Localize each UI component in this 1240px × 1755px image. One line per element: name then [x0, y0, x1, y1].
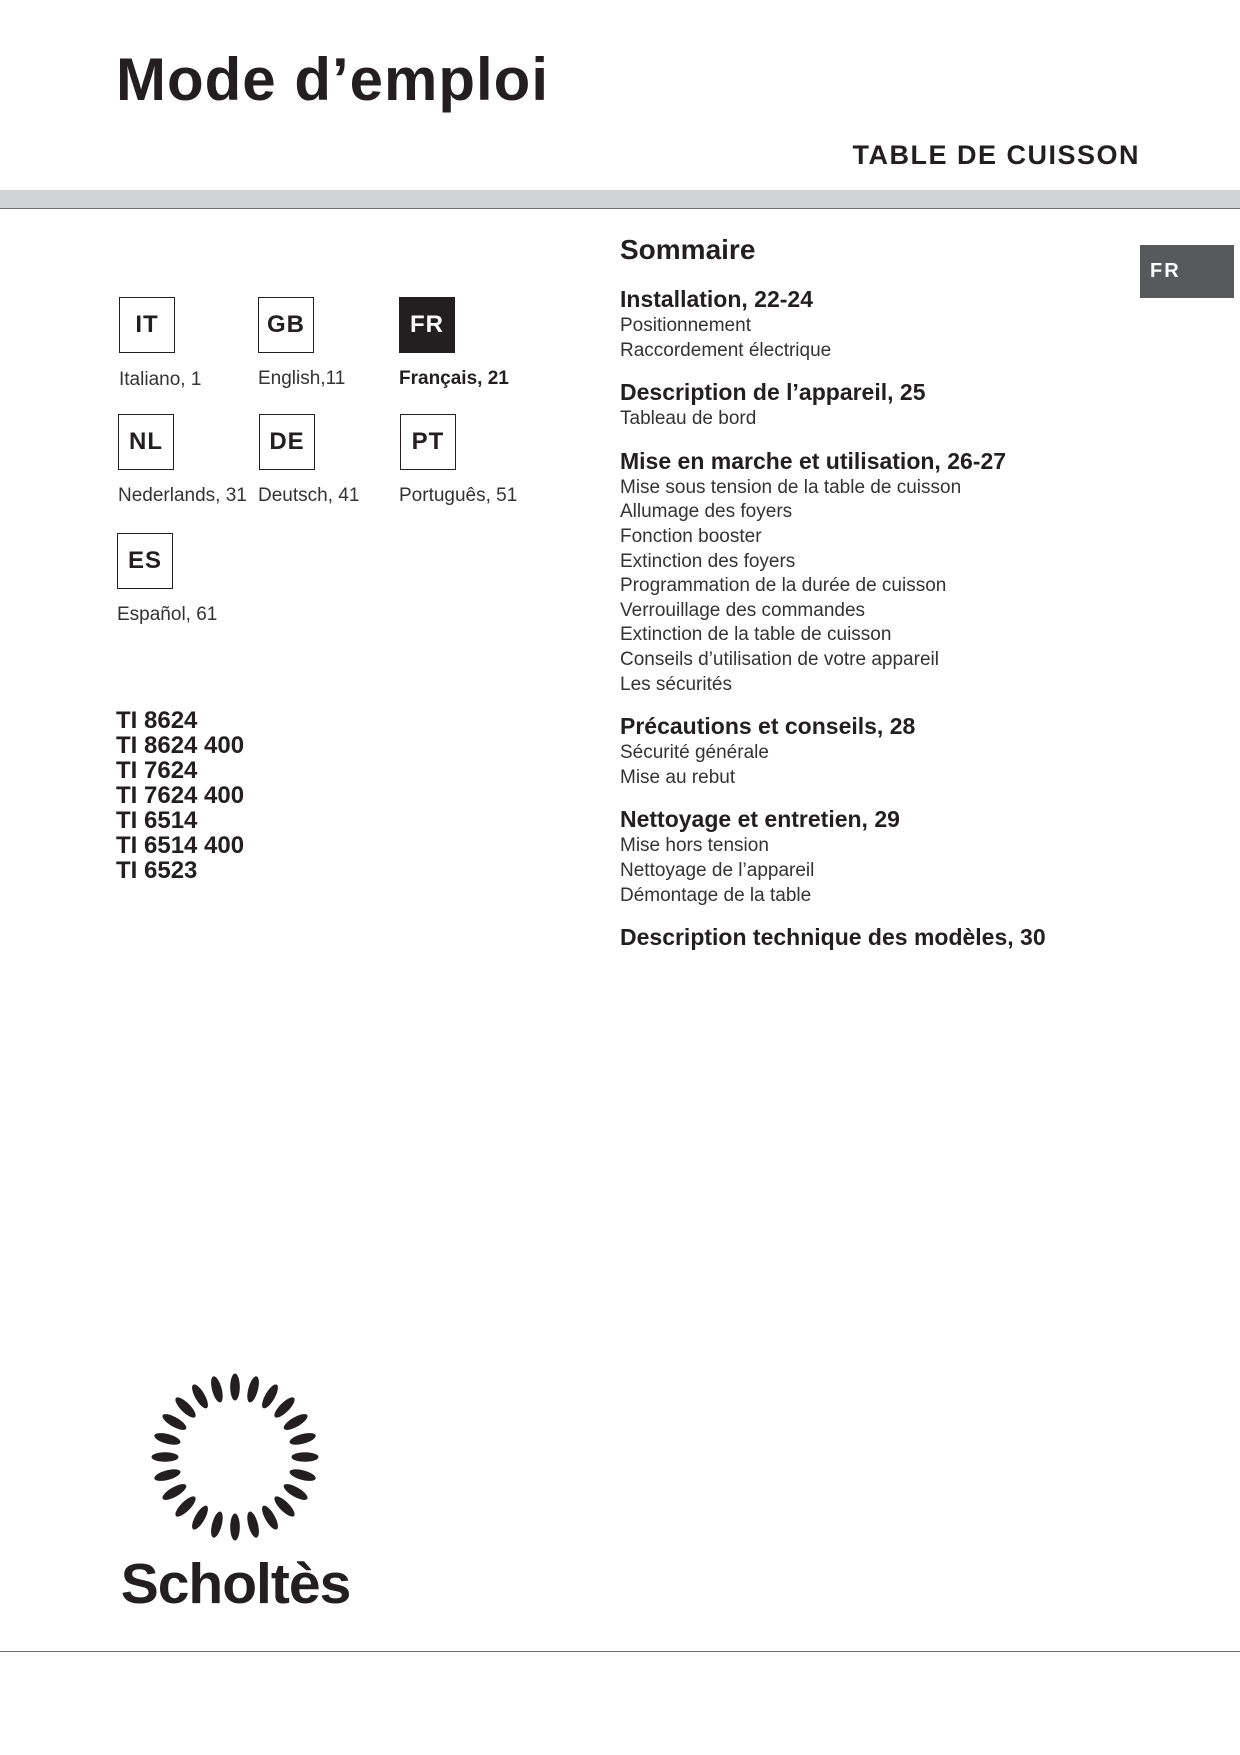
lang-label-fr: Français, 21	[399, 368, 509, 389]
lang-label-it: Italiano, 1	[119, 369, 202, 390]
toc-heading[interactable]: Description de l’appareil, 25	[620, 379, 926, 406]
toc-item[interactable]: Sécurité générale	[620, 742, 769, 764]
toc-section-precautions	[620, 711, 1120, 790]
toc-item[interactable]: Mise hors tension	[620, 835, 769, 857]
lang-label-pt: Português, 51	[399, 485, 518, 506]
toc-item[interactable]: Programmation de la durée de cuisson	[620, 575, 947, 597]
toc-item[interactable]: Raccordement électrique	[620, 339, 832, 361]
page-title: Mode d’emploi	[116, 46, 549, 113]
lang-label-de: Deutsch, 41	[258, 485, 360, 506]
model-item: TI 7624	[116, 757, 198, 784]
toc-heading[interactable]: Installation, 22-24	[620, 286, 814, 312]
product-category: TABLE DE CUISSON	[852, 140, 1140, 170]
lang-label-es: Español, 61	[117, 604, 218, 625]
model-item: TI 6523	[116, 857, 198, 884]
toc-item[interactable]: Allumage des foyers	[620, 501, 793, 523]
lang-box-it[interactable]: IT	[119, 297, 175, 353]
model-item: TI 8624	[116, 707, 198, 734]
model-item: TI 8624 400	[116, 732, 245, 759]
toc-item[interactable]: Conseils d’utilisation de votre appareil	[620, 648, 939, 670]
lang-box-fr[interactable]: FR	[399, 297, 455, 353]
toc-item[interactable]: Positionnement	[620, 315, 751, 336]
model-list	[116, 708, 244, 883]
toc-title: Sommaire	[620, 234, 756, 265]
toc-section-nettoyage	[620, 804, 1120, 908]
model-item: TI 7624 400	[116, 782, 245, 809]
toc-item[interactable]: Mise sous tension de la table de cuisson	[620, 476, 962, 498]
toc-section-utilisation	[620, 446, 1120, 697]
toc-section-description	[620, 377, 1120, 432]
table-of-contents	[620, 230, 1120, 966]
model-item: TI 6514 400	[116, 832, 245, 859]
toc-heading[interactable]: Description technique des modèles, 30	[620, 924, 1046, 951]
brand-wordmark: Scholtès	[120, 1552, 351, 1616]
lang-label-nl: Nederlands, 31	[118, 485, 247, 506]
toc-item[interactable]: Extinction de la table de cuisson	[620, 624, 892, 646]
toc-heading[interactable]: Nettoyage et entretien, 29	[620, 806, 900, 833]
header-divider-band	[0, 190, 1240, 209]
model-item: TI 6514	[116, 807, 198, 834]
language-side-tab: FR	[1140, 245, 1234, 298]
toc-heading[interactable]: Mise en marche et utilisation, 26-27	[620, 447, 1007, 474]
footer-divider	[0, 1651, 1240, 1652]
lang-box-pt[interactable]: PT	[400, 414, 456, 470]
lang-label-gb: English,11	[258, 368, 346, 389]
sun-burst-logo-icon	[118, 1370, 353, 1550]
toc-item[interactable]: Les sécurités	[620, 673, 732, 695]
toc-section-installation	[620, 284, 1120, 363]
lang-box-gb[interactable]: GB	[258, 297, 314, 353]
toc-item[interactable]: Tableau de bord	[620, 408, 757, 430]
toc-section-technique	[620, 922, 1120, 952]
brand-logo	[118, 1370, 353, 1618]
toc-item[interactable]: Démontage de la table	[620, 884, 812, 906]
lang-box-es[interactable]: ES	[117, 533, 173, 589]
lang-box-de[interactable]: DE	[259, 414, 315, 470]
toc-item[interactable]: Mise au rebut	[620, 766, 736, 788]
toc-item[interactable]: Extinction des foyers	[620, 550, 796, 572]
toc-heading[interactable]: Précautions et conseils, 28	[620, 713, 916, 740]
toc-item[interactable]: Nettoyage de l’appareil	[620, 859, 815, 881]
toc-item[interactable]: Fonction booster	[620, 525, 762, 547]
lang-box-nl[interactable]: NL	[118, 414, 174, 470]
toc-item[interactable]: Verrouillage des commandes	[620, 599, 866, 621]
